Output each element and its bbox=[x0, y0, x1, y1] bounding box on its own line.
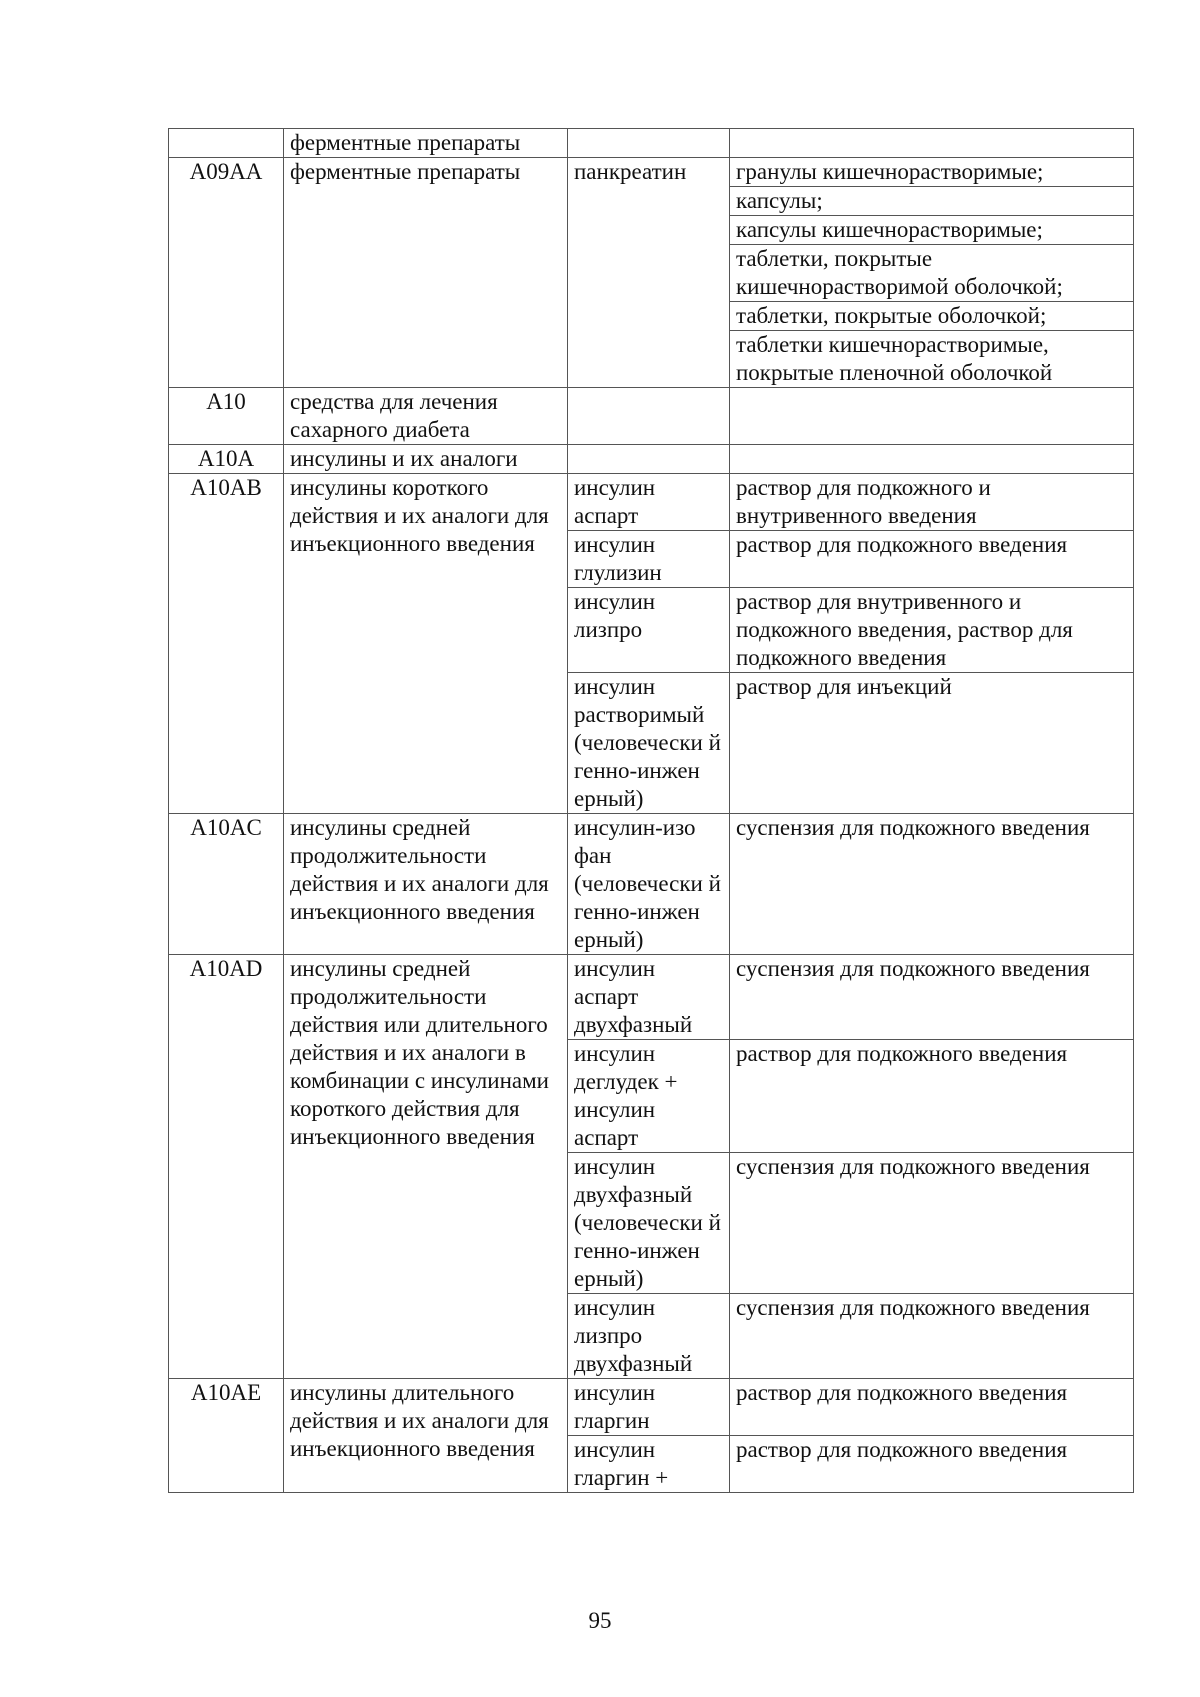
drug-name-cell: инсулин-изо фан (человечески й генно-инжен ерный) bbox=[568, 814, 730, 955]
dosage-form-cell: капсулы; bbox=[730, 187, 1134, 216]
group-name-cell: инсулины средней продолжительности действия или длительного действия и их аналоги в комбинации с инсулинами короткого действия для инъекционного введения bbox=[284, 955, 568, 1379]
dosage-form-cell: раствор для внутривенного и подкожного введения, раствор для подкожного введения bbox=[730, 588, 1134, 673]
table-row bbox=[169, 1379, 1134, 1436]
atc-code-cell bbox=[169, 129, 284, 158]
table-row bbox=[169, 955, 1134, 1040]
drug-name-cell: инсулин деглудек + инсулин аспарт bbox=[568, 1040, 730, 1153]
dosage-form-cell: капсулы кишечнорастворимые; bbox=[730, 216, 1134, 245]
dosage-form-cell bbox=[730, 445, 1134, 474]
dosage-form-cell: раствор для подкожного введения bbox=[730, 1040, 1134, 1153]
drug-name-cell: инсулин гларгин bbox=[568, 1379, 730, 1436]
group-name-cell: средства для лечения сахарного диабета bbox=[284, 388, 568, 445]
dosage-form-cell: гранулы кишечнорастворимые; bbox=[730, 158, 1134, 187]
dosage-form-cell: суспензия для подкожного введения bbox=[730, 814, 1134, 955]
drug-table bbox=[168, 128, 1134, 1493]
table-row bbox=[169, 445, 1134, 474]
table-row bbox=[169, 388, 1134, 445]
atc-code-cell: A10A bbox=[169, 445, 284, 474]
dosage-form-cell: таблетки, покрытые оболочкой; bbox=[730, 302, 1134, 331]
table-row bbox=[169, 814, 1134, 955]
drug-name-cell: инсулин двухфазный (человечески й генно-инжен ерный) bbox=[568, 1153, 730, 1294]
drug-name-cell bbox=[568, 445, 730, 474]
drug-name-cell: панкреатин bbox=[568, 158, 730, 388]
table-row bbox=[169, 474, 1134, 531]
page-number: 95 bbox=[588, 1608, 612, 1633]
group-name-cell: ферментные препараты bbox=[284, 158, 568, 388]
atc-code-cell: A10AB bbox=[169, 474, 284, 814]
atc-code-cell: A09AA bbox=[169, 158, 284, 388]
group-name-cell: инсулины средней продолжительности действия и их аналоги для инъекционного введения bbox=[284, 814, 568, 955]
table-row bbox=[169, 158, 1134, 187]
drug-name-cell: инсулин глулизин bbox=[568, 531, 730, 588]
dosage-form-cell: суспензия для подкожного введения bbox=[730, 1294, 1134, 1379]
drug-name-cell bbox=[568, 129, 730, 158]
dosage-form-cell: раствор для подкожного введения bbox=[730, 1379, 1134, 1436]
dosage-form-cell: суспензия для подкожного введения bbox=[730, 955, 1134, 1040]
dosage-form-cell: раствор для инъекций bbox=[730, 673, 1134, 814]
group-name-cell: инсулины длительного действия и их аналоги для инъекционного введения bbox=[284, 1379, 568, 1493]
drug-name-cell: инсулин растворимый (человечески й генно-инжен ерный) bbox=[568, 673, 730, 814]
dosage-form-cell: таблетки кишечнорастворимые, покрытые пленочной оболочкой bbox=[730, 331, 1134, 388]
atc-code-cell: A10AC bbox=[169, 814, 284, 955]
atc-code-cell: A10 bbox=[169, 388, 284, 445]
drug-name-cell: инсулин аспарт bbox=[568, 474, 730, 531]
dosage-form-cell bbox=[730, 388, 1134, 445]
dosage-form-cell: раствор для подкожного введения bbox=[730, 1436, 1134, 1493]
table-row bbox=[169, 129, 1134, 158]
dosage-form-cell: таблетки, покрытые кишечнорастворимой оболочкой; bbox=[730, 245, 1134, 302]
group-name-cell: инсулины короткого действия и их аналоги для инъекционного введения bbox=[284, 474, 568, 814]
dosage-form-cell bbox=[730, 129, 1134, 158]
drug-name-cell: инсулин лизпро bbox=[568, 588, 730, 673]
group-name-cell: ферментные препараты bbox=[284, 129, 568, 158]
dosage-form-cell: раствор для подкожного и внутривенного введения bbox=[730, 474, 1134, 531]
dosage-form-cell: раствор для подкожного введения bbox=[730, 531, 1134, 588]
atc-code-cell: A10AD bbox=[169, 955, 284, 1379]
drug-name-cell bbox=[568, 388, 730, 445]
drug-name-cell: инсулин аспарт двухфазный bbox=[568, 955, 730, 1040]
group-name-cell: инсулины и их аналоги bbox=[284, 445, 568, 474]
dosage-form-cell: суспензия для подкожного введения bbox=[730, 1153, 1134, 1294]
atc-code-cell: A10AE bbox=[169, 1379, 284, 1493]
drug-name-cell: инсулин лизпро двухфазный bbox=[568, 1294, 730, 1379]
drug-name-cell: инсулин гларгин + bbox=[568, 1436, 730, 1493]
